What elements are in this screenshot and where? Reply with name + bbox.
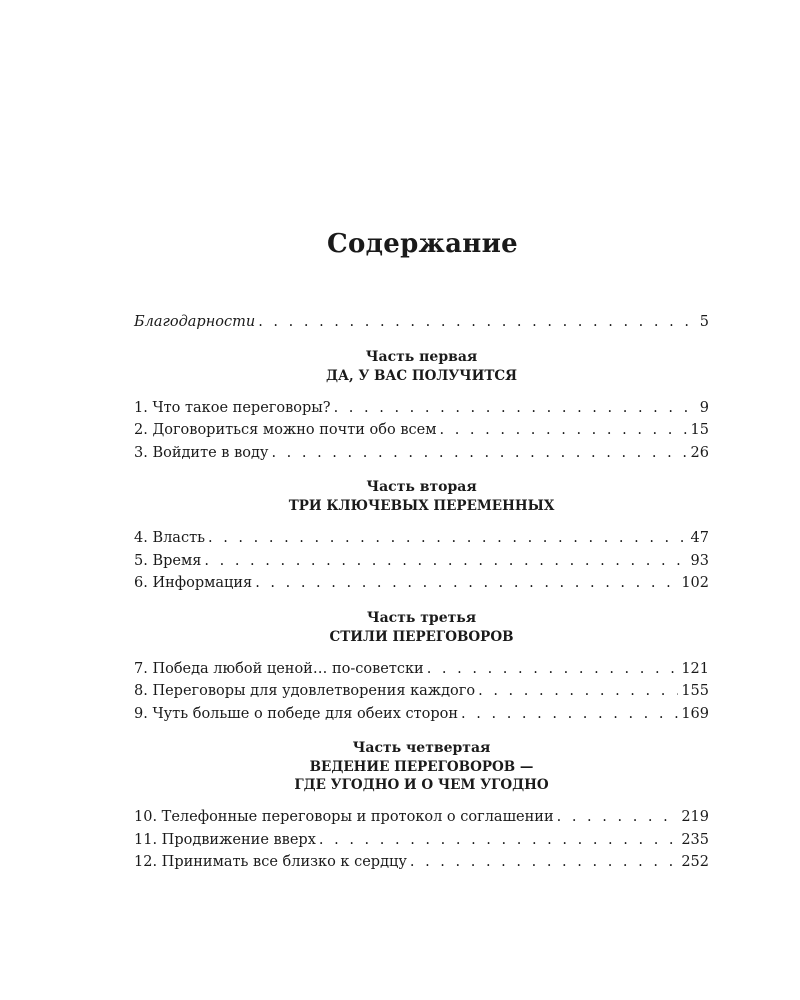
toc-entry[interactable] <box>134 658 709 681</box>
dot-leader <box>208 527 688 550</box>
toc-entry[interactable] <box>134 806 709 829</box>
part-heading: Часть первая <box>365 348 478 365</box>
part-title: ВЕДЕНИЕ ПЕРЕГОВОРОВ — <box>309 759 534 775</box>
toc-entry-label: 6. Информация <box>134 575 253 591</box>
toc-entry[interactable] <box>134 550 709 573</box>
toc-entry-page: 102 <box>681 575 709 591</box>
toc-entry-page: 5 <box>699 314 709 330</box>
dot-leader <box>478 680 678 703</box>
toc-entry-page: 121 <box>681 660 709 677</box>
part-title: ТРИ КЛЮЧЕВЫХ ПЕРЕМЕННЫХ <box>288 498 555 514</box>
toc-entry[interactable] <box>134 680 709 703</box>
dot-leader <box>427 658 679 681</box>
toc-entry-label: 3. Войдите в воду <box>134 444 269 461</box>
table-of-contents <box>134 311 709 874</box>
toc-entry-page: 155 <box>681 683 709 699</box>
toc-entry-acknowledgements[interactable] <box>134 311 709 334</box>
toc-entry-label: 5. Время <box>134 552 202 569</box>
toc-entry-label: 1. Что такое переговоры? <box>134 399 331 416</box>
toc-entry[interactable] <box>134 851 709 874</box>
toc-entry[interactable] <box>134 442 709 465</box>
toc-entry-page: 252 <box>681 854 709 870</box>
toc-entry-label: 10. Телефонные переговоры и протокол о соглашении <box>134 809 554 825</box>
toc-entry[interactable] <box>134 397 709 420</box>
toc-entry[interactable] <box>134 572 709 595</box>
toc-entry-label: 7. Победа любой ценой… по-советски <box>134 660 424 677</box>
toc-entry-page: 219 <box>681 809 709 825</box>
toc-entry-label: Благодарности <box>134 314 256 330</box>
dot-leader <box>440 419 688 442</box>
toc-entry-page: 15 <box>690 422 709 438</box>
part-title: ДА, У ВАС ПОЛУЧИТСЯ <box>325 367 518 384</box>
page-title: Содержание <box>326 229 519 259</box>
toc-entry[interactable] <box>134 703 709 726</box>
toc-entry-label: 11. Продвижение вверх <box>134 831 316 848</box>
toc-entry-page: 9 <box>699 399 709 416</box>
dot-leader <box>334 397 697 420</box>
dot-leader <box>258 311 697 334</box>
part-heading: Часть вторая <box>366 479 477 495</box>
toc-entry-page: 235 <box>681 831 709 848</box>
dot-leader <box>255 572 678 595</box>
toc-entry[interactable] <box>134 419 709 442</box>
toc-entry-label: 2. Договориться можно почти обо всем <box>134 422 437 438</box>
dot-leader <box>271 442 687 465</box>
toc-entry-label: 12. Принимать все близко к сердцу <box>134 854 407 870</box>
part-heading: Часть третья <box>366 609 477 626</box>
toc-entry-label: 9. Чуть больше о победе для обеих сторон <box>134 705 459 722</box>
toc-entry-page: 93 <box>690 552 709 569</box>
part-title: СТИЛИ ПЕРЕГОВОРОВ <box>329 628 514 645</box>
toc-entry[interactable] <box>134 527 709 550</box>
part-title-line-2: ГДЕ УГОДНО И О ЧЕМ УГОДНО <box>294 777 549 793</box>
toc-entry-label: 8. Переговоры для удовлетворения каждого <box>134 683 476 699</box>
dot-leader <box>204 550 687 573</box>
dot-leader <box>557 806 679 829</box>
toc-entry-page: 26 <box>690 444 709 461</box>
toc-entry[interactable] <box>134 829 709 852</box>
dot-leader <box>461 703 678 726</box>
toc-entry-page: 169 <box>681 705 709 722</box>
part-heading: Часть четвертая <box>352 740 491 756</box>
dot-leader <box>319 829 678 852</box>
dot-leader <box>410 851 678 874</box>
toc-entry-page: 47 <box>690 530 709 546</box>
toc-entry-label: 4. Власть <box>134 530 205 546</box>
